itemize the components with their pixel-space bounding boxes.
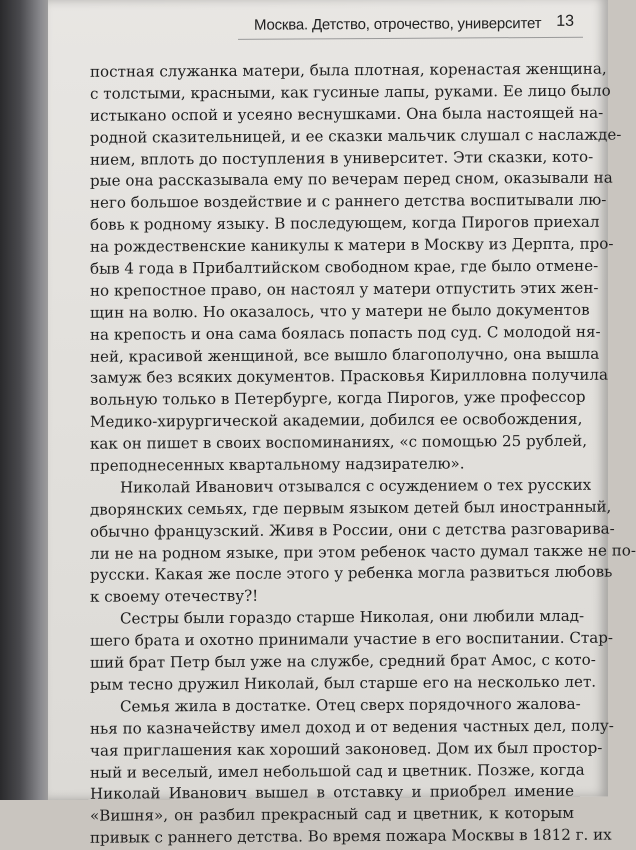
text-line: Николай Иванович вышел в отставку и приобрел имение	[90, 782, 574, 804]
text-line: истыкано оспой и усеяно веснушками. Она была настоящей на-	[90, 103, 604, 125]
text-line: Медико-хирургической академии, добился ее освобождения,	[90, 409, 583, 431]
text-line: шего брата и охотно принимали участие в его воспитании. Стар-	[90, 628, 613, 650]
text-line: но крепостное право, он настоял у матери отпустить этих жен-	[90, 278, 599, 300]
text-line: привык с раннего детства. Во время пожара Москвы в 1812 г. их	[90, 825, 612, 847]
text-line: как он пишет в своих воспоминаниях, «с помощью 25 рублей,	[90, 431, 588, 453]
text-line: него большое воздействие и с раннего детства воспитывали лю-	[90, 190, 607, 213]
text-line: ный и веселый, имел небольшой сад и цветник. Позже, когда	[90, 760, 585, 782]
text-line: дворянских семьях, где первым языком детей был иностранный,	[90, 497, 612, 519]
text-line: вольную только в Петербурге, когда Пирогов, уже профессор	[90, 388, 586, 410]
text-line: ший брат Петр был уже на службе, средний брат Амос, с кото-	[90, 650, 596, 672]
body-text	[90, 59, 636, 850]
text-line: чая приглашения как хороший законовед. Дом их был простор-	[90, 738, 603, 760]
text-line: родной сказительницей, и ее сказки мальчик слушал с наслажде-	[90, 125, 622, 147]
text-line: русски. Какая же после этого у ребенка могла развиться любовь	[90, 563, 613, 585]
text-line: щин на волю. Но оказалось, что у матери не было документов	[90, 300, 590, 322]
text-line: рые она рассказывала ему по вечерам перед сном, оказывали на	[90, 169, 613, 191]
text-line: постная служанка матери, была плотная, коренастая женщина,	[90, 59, 607, 81]
text-line: «Вишня», он разбил прекрасный сад и цветник, к которым	[90, 804, 574, 826]
text-line: Сестры были гораздо старше Николая, они любили млад-	[120, 606, 585, 628]
text-line: обычно французский. Живя в России, они с детства разговарива-	[90, 519, 615, 541]
text-line: бовь к родному языку. В последующем, когда Пирогов приехал	[90, 212, 600, 234]
text-line: Семья жила в достатке. Отец сверх порядочного жалова-	[120, 694, 581, 716]
text-line: Николай Иванович отзывался с осуждением о тех русских	[120, 475, 592, 497]
text-line: к своему отечеству?!	[90, 587, 259, 607]
header-rule	[238, 37, 583, 40]
text-line: нья по казначейству имел доход и от ведения частных дел, полу-	[90, 716, 614, 738]
text-line: на крепость и она сама боялась попасть под суд. С молодой ня-	[90, 322, 601, 344]
text-line: ней, красивой женщиной, все вышло благополучно, она вышла	[90, 344, 600, 366]
book-page	[48, 0, 636, 847]
text-line: с толстыми, красными, как гусиные лапы, руками. Ее лицо было	[90, 81, 611, 103]
text-line: на рождественские каникулы к матери в Москву из Дерпта, про-	[90, 234, 614, 256]
text-line: нием, вплоть до поступления в университет. Эти сказки, кото-	[90, 147, 594, 169]
text-line: преподнесенных квартальному надзирателю».	[90, 454, 465, 475]
text-line: рым тесно дружил Николай, был старше его на несколько лет.	[90, 672, 597, 694]
page-number: 13	[556, 12, 574, 30]
text-line: быв 4 года в Прибалтийском свободном крае, где было отмене-	[90, 256, 599, 278]
running-header-title: Москва. Детство, отрочество, университет	[254, 14, 542, 34]
text-line: замуж без всяких документов. Прасковья Кирилловна получила	[90, 366, 608, 388]
running-header	[254, 11, 584, 37]
text-line: ли не на родном языке, при этом ребенок часто думал также не по-	[90, 541, 636, 563]
